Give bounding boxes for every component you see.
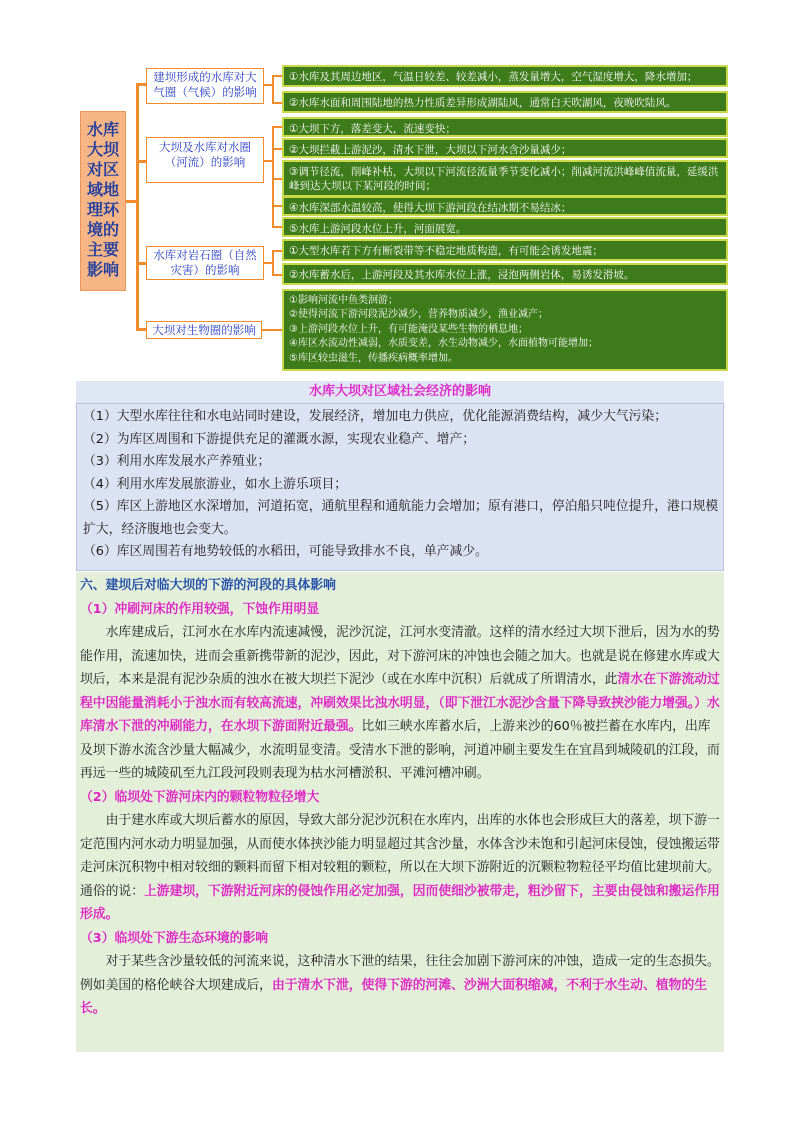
social-item-3: （3）利用水库发展水产养殖业； bbox=[83, 454, 271, 469]
social-item-1: （1）大型水库往往和水电站同时建设，发展经济，增加电力供应，优化能源消费结构，减少大气污染； bbox=[83, 409, 668, 424]
branch-2-tick-2 bbox=[272, 148, 282, 150]
branch-2-label: 大坝及水库对水圈（河流）的影响 bbox=[146, 137, 264, 183]
branch-2-leaf-2: ②大坝拦截上游泥沙，清水下泄，大坝以下河水含沙量减少； bbox=[282, 138, 728, 158]
branch-1-vline bbox=[272, 75, 274, 104]
trunk-vertical-line bbox=[136, 83, 139, 329]
branch-2-vline bbox=[272, 126, 274, 228]
branch-2-stub bbox=[264, 160, 272, 162]
s2-paragraph bbox=[80, 809, 720, 927]
branch-4-leaf-1: ①影响河流中鱼类洄游； ②使得河流下游河段泥沙减少，营养物质减少，渔业减产； ③上游河段水位上升，有可能淹没某些生物的栖息地； ④库区水流动性减弱，水质变差，水生动物减少，水面植物可能增加； ⑤库区较虫滋生，传播疾病概率增加。 bbox=[282, 289, 728, 371]
branch-3-tick-1 bbox=[272, 250, 282, 252]
branch-1-tick-1 bbox=[272, 75, 282, 77]
s2-text-a: 由于建水库或大坝后蓄水的原因，导致大部分泥沙沉积在水库内，出库的水体也会形成巨大的落差，坝下游一定范围内河水动力明显加强，从而使水体挟沙能力明显超过其含沙量，水体含沙未饱和引起河床侵蚀，侵蚀搬运带走河床沉积物中相对较细的颗料而留下相对较粗的颗粒，所以在大坝下游附近的沉颗粒物粒径平均值比建坝前大。通俗的说： bbox=[80, 813, 720, 899]
s1-paragraph bbox=[80, 621, 720, 786]
s3-highlight: 由于清水下泄，使得下游的河滩、沙洲大面积缩减，不利于水生动、植物的生长。 bbox=[80, 977, 708, 1016]
branch-3-vline bbox=[272, 250, 274, 276]
branch-1-tick-2 bbox=[272, 102, 282, 104]
branch-3-leaf-1: ①大型水库若下方有断裂带等不稳定地质构造，有可能会诱发地震； bbox=[282, 239, 728, 261]
section-six-heading: 六、建坝后对临大坝的下游的河段的具体影响 bbox=[80, 578, 336, 593]
branch-1-label: 建坝形成的水库对大气圈（气候）的影响 bbox=[146, 68, 264, 104]
s2-highlight: 上游建坝，下游附近河床的侵蚀作用必定加强，因而使细沙被带走，粗沙留下，主要由侵蚀和搬运作用形成。 bbox=[80, 883, 720, 922]
section-six bbox=[76, 572, 724, 1052]
s1-title: （1）冲刷河床的作用较强，下蚀作用明显 bbox=[80, 601, 320, 617]
s1-highlight: 清水在下游流动过程中因能量消耗小于浊水而有较高流速，冲刷效果比浊水明显，（即下泄江水泥沙含量下降导致挟沙能力增强。）水库清水下泄的冲刷能力，在水坝下游面附近最强。 bbox=[80, 672, 720, 734]
branch-1-leaf-2: ②水库水面和周围陆地的热力性质差异形成湖陆风，通常白天吹湖风，夜晚吹陆风。 bbox=[282, 91, 728, 113]
branch-2-leaf-1: ①大坝下方，落差变大，流速变快； bbox=[282, 117, 728, 137]
branch-2-leaf-3: ③调节径流，削峰补枯，大坝以下河流径流量季节变化减小；削减河流洪峰峰值流量，延缓洪峰到达大坝以下某河段的时间； bbox=[282, 160, 728, 197]
social-item-6: （6）库区周围若有地势较低的水稻田，可能导致排水不良，单产减少。 bbox=[83, 544, 488, 559]
s3-text-a: 对于某些含沙量较低的河流来说，这种清水下泄的结果，往往会加剧下游河床的冲蚀，造成一定的生态损失。例如美国的格伦峡谷大坝建成后， bbox=[80, 954, 720, 993]
s3-title: （3）临坝处下游生态环境的影响 bbox=[80, 930, 269, 946]
branch-1-stub bbox=[264, 84, 272, 86]
branch-2-tick-4 bbox=[272, 205, 282, 207]
social-item-4: （4）利用水库发展旅游业，如水上游乐项目； bbox=[83, 476, 348, 492]
social-section-title: 水库大坝对区域社会经济的影响 bbox=[76, 381, 724, 403]
branch-2-leaf-5: ⑤水库上游河段水位上升，河面展宽。 bbox=[282, 217, 728, 237]
branch-4-stub bbox=[262, 329, 282, 331]
s1-text-a: 水库建成后，江河水在水库内流速减慢，泥沙沉淀，江河水变清澈。这样的清水经过大坝下泄后，因为水的势能作用，流速加快，进而会重新携带新的泥沙，因此，对下游河床的冲蚀也会随之加大。也就是说在修建水库或大坝后，本来是混有泥沙杂质的浊水在被大坝拦下泥沙（或在水库中沉积）后就成了所谓清水，此 bbox=[80, 625, 720, 687]
branch-2-tick-1 bbox=[272, 126, 282, 128]
social-item-5: （5）库区上游地区水深增加，河道拓宽，通航里程和通航能力会增加；原有港口，停泊船只吨位提升，港口规模扩大，经济腹地也会变大。 bbox=[83, 499, 719, 537]
mindmap-root: 水库大坝对区域地理环境的主要影响 bbox=[80, 111, 126, 291]
s1-text-c: 比如三峡水库蓄水后，上游来沙的60％被拦蓄在水库内，出库及坝下游水流含沙量大幅减少，水流明显变清。受清水下泄的影响，河道冲刷主要发生在宜昌到城陵矶的江段，而再远一些的城陵矶至九江段河段则表现为枯水河槽淤积、平滩河槽冲刷。 bbox=[80, 719, 720, 781]
branch-2-leaf-4: ④水库深部水温较高，使得大坝下游河段在结冰期不易结冰； bbox=[282, 196, 728, 216]
branch-2-tick-5 bbox=[272, 226, 282, 228]
branch-1-leaf-1: ①水库及其周边地区，气温日较差、较差减小，蒸发量增大，空气湿度增大，降水增加； bbox=[282, 65, 728, 87]
social-section-body bbox=[76, 403, 724, 571]
s2-title: （2）临坝处下游河床内的颗粒物粒径增大 bbox=[80, 789, 320, 805]
branch-3-label: 水库对岩石圈（自然灾害）的影响 bbox=[146, 246, 264, 280]
branch-4-label: 大坝对生物圈的影响 bbox=[146, 321, 262, 339]
branch-2-tick-3 bbox=[272, 178, 282, 180]
branch-3-leaf-2: ②水库蓄水后，上游河段及其水库水位上涨，浸泡两侧岩体，易诱发滑坡。 bbox=[282, 263, 728, 285]
branch-3-tick-2 bbox=[272, 274, 282, 276]
branch-3-stub bbox=[264, 262, 272, 264]
social-item-2: （2）为库区周围和下游提供充足的灌溉水源，实现农业稳产、增产； bbox=[83, 431, 476, 447]
s3-paragraph bbox=[80, 950, 720, 1021]
